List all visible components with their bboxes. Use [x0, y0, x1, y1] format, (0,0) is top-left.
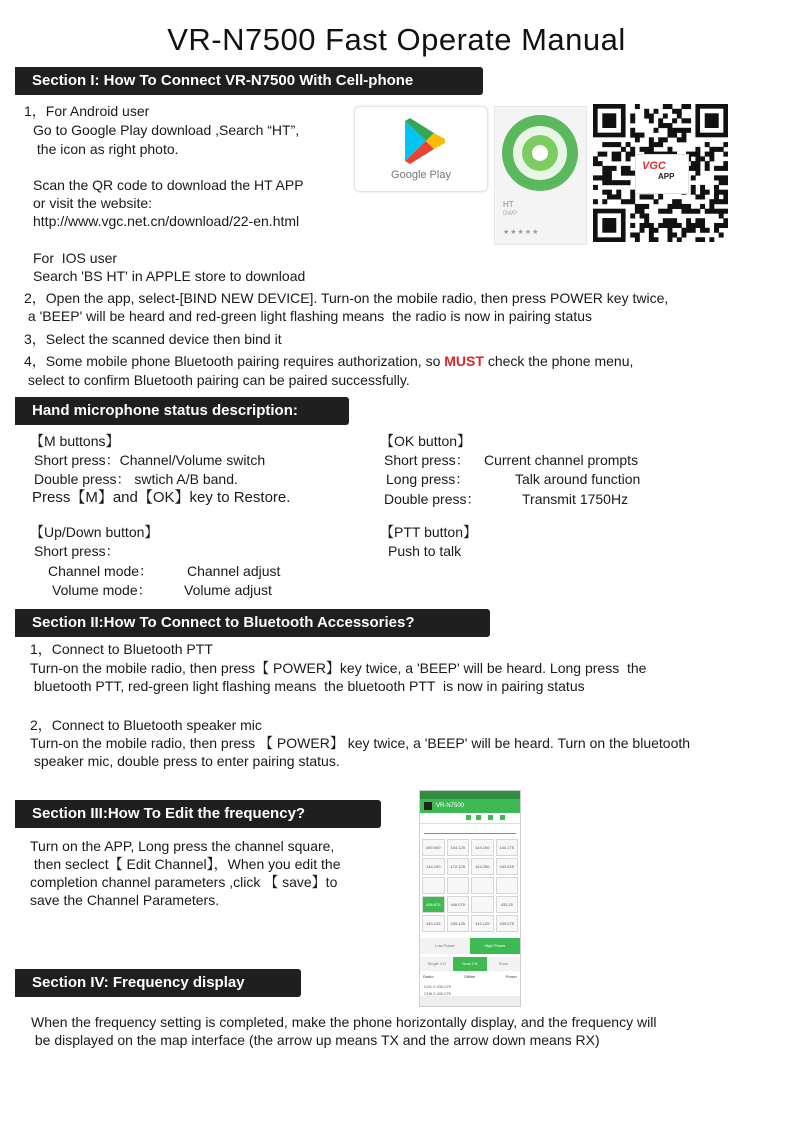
section-3-header: Section III:How To Edit the frequency?	[15, 800, 381, 828]
channel-cell[interactable]: 144.125	[471, 915, 494, 932]
s1-step2-line1: 2，Open the app, select-[BIND NEW DEVICE]. Turn-on the mobile radio, then press POWER key twice,	[24, 290, 669, 306]
qr-code	[593, 104, 728, 242]
app-logo-icon	[424, 802, 432, 810]
channel-cell[interactable]: 436.875	[422, 896, 445, 913]
ht-app-tile	[494, 106, 587, 245]
m-double: Double press： swtich A/B band.	[34, 471, 238, 487]
low-power-button[interactable]: Low Power	[420, 938, 470, 954]
s2-p2-line1: Turn-on the mobile radio, then press 【 POWER】 key twice, a 'BEEP' will be heard. Turn on the bluetooth	[30, 735, 691, 751]
s1-step1-line5: or visit the website:	[33, 195, 153, 211]
power-toggle[interactable]: Power	[505, 974, 517, 979]
toolbar-icon-2[interactable]	[476, 815, 481, 820]
s4-line1: When the frequency setting is completed, make the phone horizontally display, and the frequency will	[31, 1014, 657, 1030]
toolbar-icon-3[interactable]	[488, 815, 493, 820]
ios-line1: For IOS user	[33, 250, 118, 266]
phone-status-bar	[420, 791, 520, 799]
m-buttons-title: 【M buttons】	[30, 433, 120, 449]
ok-double-val: Transmit 1750Hz	[522, 491, 629, 507]
ok-short-label: Short press：	[384, 452, 470, 468]
channel-grid	[420, 837, 520, 934]
ok-short-val: Current channel prompts	[484, 452, 639, 468]
phone-app-title: VR-N7500	[436, 803, 465, 809]
ht-app-developer: DWP	[503, 211, 517, 217]
must-emphasis: MUST	[444, 353, 484, 369]
scan-button[interactable]: Scan	[487, 957, 520, 971]
channel-cell[interactable]: 439.125	[447, 915, 470, 932]
ok-title: 【OK button】	[380, 433, 472, 449]
updown-ch-val: Channel adjust	[187, 563, 281, 579]
ht-app-name: HT	[503, 200, 514, 209]
s3-line2: then seclect【 Edit Channel】，When you edit the	[30, 856, 341, 872]
s1-step1-line2: Go to Google Play download ,Search “HT”,	[33, 122, 300, 138]
channel-cell[interactable]: 446.075	[447, 896, 470, 913]
channel-cell[interactable]: 439.075	[496, 915, 519, 932]
section-2-header: Section II:How To Connect to Bluetooth Accessories?	[15, 609, 490, 637]
s4-line2: be displayed on the map interface (the arrow up means TX and the arrow down means RX)	[31, 1032, 600, 1048]
toggle-row	[420, 971, 520, 982]
channel-cell[interactable]	[447, 877, 470, 894]
dual-ch-button[interactable]: Dual CH	[453, 957, 486, 971]
s1-step2-line2: a 'BEEP' will be heard and red-green light flashing means the radio is now in pairing status	[24, 308, 592, 324]
page-title: VR-N7500 Fast Operate Manual	[167, 22, 626, 57]
s2-p2-title: 2，Connect to Bluetooth speaker mic	[30, 717, 262, 733]
ptt-title: 【PTT button】	[380, 524, 478, 540]
hand-mic-header: Hand microphone status description:	[15, 397, 349, 425]
m-short: Short press：Channel/Volume switch	[34, 452, 266, 468]
channel-mode-row	[420, 957, 520, 971]
power-row	[420, 938, 520, 954]
section-1-header: Section I: How To Connect VR-N7500 With Cell-phone	[15, 67, 483, 95]
ht-app-rating: ★★★★★	[503, 229, 540, 236]
s3-line4: save the Channel Parameters.	[30, 892, 220, 908]
s1-step4-line2: select to confirm Bluetooth pairing can be paired successfully.	[24, 372, 410, 388]
updown-vol-val: Volume adjust	[184, 582, 272, 598]
ok-double-label: Double press：	[384, 491, 481, 507]
m-restore: Press【M】and【OK】key to Restore.	[32, 489, 291, 506]
updown-title: 【Up/Down button】	[30, 524, 159, 540]
channel-b-line: CH8 0 430.075	[424, 991, 451, 996]
channel-cell[interactable]	[496, 877, 519, 894]
qr-app-label: APP	[658, 172, 675, 181]
channel-cell[interactable]: 400.000	[422, 839, 445, 856]
channel-cell[interactable]: 144.250	[471, 858, 494, 875]
s2-p2-line2: speaker mic, double press to enter pairing status.	[30, 753, 340, 769]
toolbar-icon-1[interactable]	[466, 815, 471, 820]
channel-cell[interactable]	[422, 877, 445, 894]
s1-step3: 3，Select the scanned device then bind it	[24, 331, 282, 347]
google-play-label: Google Play	[391, 169, 451, 181]
radio-toggle[interactable]: Radio	[423, 974, 434, 979]
channel-cell[interactable]: 144.125	[447, 839, 470, 856]
s1-step1-line4: Scan the QR code to download the HT APP	[33, 177, 304, 193]
s2-p1-line2: bluetooth PTT, red-green light flashing means the bluetooth PTT is now in pairing status	[30, 678, 585, 694]
updown-ch-label: Channel mode：	[48, 563, 154, 579]
channel-a-line: CH1 0 430.075	[424, 984, 451, 989]
channel-cell[interactable]: 144.100	[422, 858, 445, 875]
app-phone-screenshot	[419, 790, 521, 1007]
channel-cell[interactable]: 433.25	[496, 896, 519, 913]
google-play-badge	[354, 106, 488, 192]
s1-step4-line1: 4，Some mobile phone Bluetooth pairing requires authorization, so MUST check the phone menu,	[24, 353, 634, 369]
channel-cell[interactable]: 144.150	[471, 839, 494, 856]
offline-toggle[interactable]: Offline	[463, 974, 476, 979]
ok-long-label: Long press：	[386, 471, 470, 487]
channel-cell[interactable]: 440.125	[422, 915, 445, 932]
s2-p1-line1: Turn-on the mobile radio, then press【 POWER】key twice, a 'BEEP' will be heard. Long press the	[30, 660, 647, 676]
s3-line1: Turn on the APP, Long press the channel square,	[30, 838, 335, 854]
ptt-val: Push to talk	[388, 543, 462, 559]
volume-slider[interactable]	[424, 827, 516, 834]
s3-line3: completion channel parameters ,click 【 save】to	[30, 874, 338, 890]
phone-app-bar	[420, 799, 520, 813]
channel-cell[interactable]: 144.175	[496, 839, 519, 856]
toolbar-icon-4[interactable]	[500, 815, 505, 820]
qr-logo	[635, 154, 689, 194]
high-power-button[interactable]: High Power	[470, 938, 520, 954]
ios-line2: Search 'BS HT' in APPLE store to download	[33, 268, 306, 284]
s2-p1-title: 1，Connect to Bluetooth PTT	[30, 641, 213, 657]
single-ch-button[interactable]: Single CH	[420, 957, 453, 971]
channel-cell[interactable]: 433.625	[496, 858, 519, 875]
phone-toolbar	[420, 813, 520, 824]
ok-long-val: Talk around function	[515, 471, 641, 487]
updown-short: Short press：	[34, 543, 120, 559]
ht-app-icon	[495, 107, 586, 197]
s1-step1-line3: the icon as right photo.	[33, 141, 179, 157]
s1-step1-line1: 1，For Android user	[24, 103, 150, 119]
channel-cell[interactable]	[471, 896, 494, 913]
updown-vol-label: Volume mode：	[52, 582, 152, 598]
channel-cell[interactable]	[471, 877, 494, 894]
channel-cell[interactable]: 172.125	[447, 858, 470, 875]
phone-nav-bar	[420, 996, 520, 1006]
section-4-header: Section IV: Frequency display	[15, 969, 301, 997]
download-link[interactable]: http://www.vgc.net.cn/download/22-en.html	[33, 213, 300, 229]
vgc-logo: VGC	[642, 160, 666, 172]
